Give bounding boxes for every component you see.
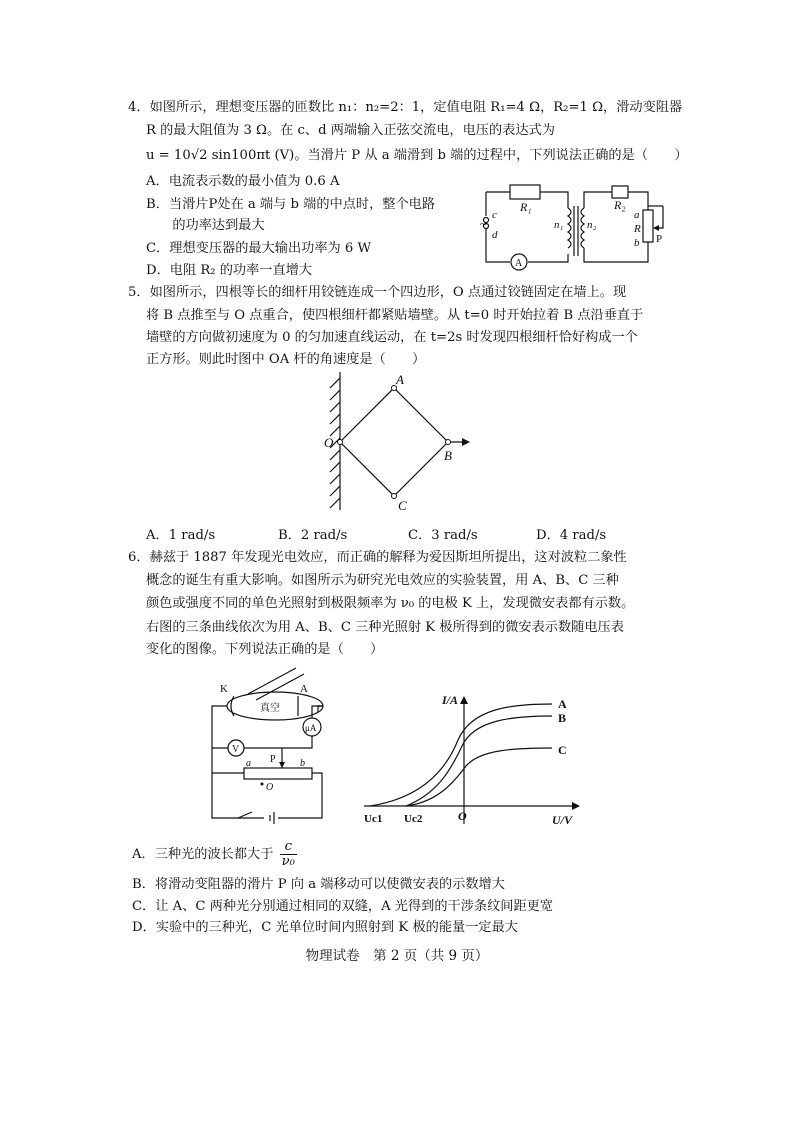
q4-line-2: R 的最大阻值为 3 Ω。在 c、d 两端输入正弦交流电，电压的表达式为 <box>146 123 555 138</box>
q5-rod-diagram <box>318 370 488 515</box>
q4-n2-label: n₂ <box>587 219 597 231</box>
q4-a-label: a <box>634 209 640 221</box>
q6-line-2: 概念的诞生有重大影响。如图所示为研究光电效应的实验装置，用 A、B、C 三种 <box>146 573 619 588</box>
q5-point-b-label: B <box>444 448 452 463</box>
q6-fraction-denominator: ν₀ <box>281 854 295 869</box>
q6-curve-b-label: B <box>558 711 567 725</box>
q6-option-a <box>132 840 297 869</box>
q6-option-d: D．实验中的三种光，C 光单位时间内照射到 K 极的能量一定最大 <box>132 920 518 935</box>
q6-curve-c-label: C <box>558 743 567 757</box>
q4-n1-label: n₁ <box>554 219 564 231</box>
q4-option-b-cont: 的功率达到最大 <box>146 218 265 233</box>
q6-fraction-numerator: c <box>280 840 297 855</box>
q6-line-3: 颜色或强度不同的单色光照射到极限频率为 ν₀ 的电极 K 上，发现微安表都有示数。 <box>146 596 635 611</box>
q6-rheostat-a-label: a <box>246 758 251 769</box>
q6-microammeter-label: μA <box>305 723 317 733</box>
q6-vacuum-label: 真空 <box>260 703 280 714</box>
q5-line-2: 将 B 点推至与 O 点重合，使四根细杆都紧贴墙壁。从 t=0 时开始拉着 B 点沿垂直于 <box>146 308 644 323</box>
q6-uc2-label: Uc2 <box>404 813 423 825</box>
q4-ac-source-symbol: ~ <box>480 217 487 231</box>
q6-x-axis-label: U/V <box>552 813 573 827</box>
q4-r1-label: R₁ <box>520 200 532 214</box>
q6-origin-label: O <box>458 809 467 823</box>
q6-electrode-k-label: K <box>220 683 228 695</box>
q4-option-d: D．电阻 R₂ 的功率一直增大 <box>146 263 313 278</box>
q4-option-c: C．理想变压器的最大输出功率为 6 W <box>146 241 372 256</box>
q6-electrode-a-label: A <box>300 683 308 695</box>
q6-option-b: B．将滑动变阻器的滑片 P 向 a 端移动可以使微安表的示数增大 <box>132 877 505 892</box>
q6-curve-b <box>406 716 552 806</box>
q6-midpoint-o-label: O <box>266 782 274 793</box>
q6-y-axis-label: I/A <box>442 693 459 707</box>
q4-line-1: 4．如图所示，理想变压器的匝数比 n₁：n₂=2：1，定值电阻 R₁=4 Ω，R₂=1 Ω，滑动变阻器 <box>128 100 683 115</box>
q5-line-3: 墙壁的方向做初速度为 0 的匀加速直线运动，在 t=2s 时发现四根细杆恰好构成一个 <box>146 330 638 345</box>
q4-c-label: c <box>492 209 497 221</box>
q4-rheostat-label: R <box>634 223 641 235</box>
q6-rheostat-b-label: b <box>300 758 305 769</box>
q4-option-b: B．当滑片P处在 a 端与 b 端的中点时，整个电路 <box>146 197 436 212</box>
q4-d-label: d <box>492 229 498 241</box>
q4-ammeter-label: A <box>515 258 523 269</box>
q5-line-1: 5．如图所示，四根等长的细杆用铰链连成一个四边形，O 点通过铰链固定在墙上。现 <box>128 285 627 300</box>
q6-option-a-text: A．三种光的波长都大于 <box>132 847 274 862</box>
q6-apparatus-diagram <box>200 666 345 830</box>
q5-option-c: C．3 rad/s <box>408 528 478 543</box>
q6-iu-graph <box>362 690 592 830</box>
page-footer: 物理试卷 第 2 页（共 9 页） <box>305 948 489 964</box>
q4-slider-p-label: P <box>656 233 663 245</box>
q5-option-b: B．2 rad/s <box>278 528 348 543</box>
q4-b-label: b <box>634 237 640 249</box>
q5-option-d: D．4 rad/s <box>536 528 607 543</box>
q4-circuit-diagram <box>470 176 680 276</box>
q4-r2-label: R₂ <box>614 198 626 212</box>
q6-curve-a-label: A <box>558 697 567 711</box>
q5-point-o-label: O <box>324 435 334 450</box>
q6-line-5: 变化的图像。下列说法正确的是（ ） <box>146 642 384 657</box>
q5-point-c-label: C <box>398 498 407 513</box>
q6-curve-a <box>370 704 552 806</box>
q6-uc1-label: Uc1 <box>364 813 383 825</box>
q6-curve-c <box>406 748 552 806</box>
q6-voltmeter-label: V <box>232 744 240 755</box>
q4-line-3: u = 10√2 sin100πt (V)。当滑片 P 从 a 端滑到 b 端的过程中，下列说法正确的是（ ） <box>146 148 688 163</box>
q6-line-4: 右图的三条曲线依次为用 A、B、C 三种光照射 K 极所得到的微安表示数随电压表 <box>146 620 624 635</box>
q5-option-a: A．1 rad/s <box>146 528 216 543</box>
q6-option-c: C．让 A、C 两种光分别通过相同的双缝，A 光得到的干涉条纹间距更宽 <box>132 899 554 914</box>
q6-line-1: 6．赫兹于 1887 年发现光电效应，而正确的解释为爱因斯坦所提出，这对波粒二象性 <box>128 550 627 565</box>
q6-option-a-fraction <box>280 840 297 869</box>
q4-option-a: A．电流表示数的最小值为 0.6 A <box>146 174 340 189</box>
q5-line-4: 正方形。则此时图中 OA 杆的角速度是（ ） <box>146 352 426 367</box>
q5-point-a-label: A <box>396 372 404 387</box>
q6-slider-p-label: P <box>270 754 276 765</box>
